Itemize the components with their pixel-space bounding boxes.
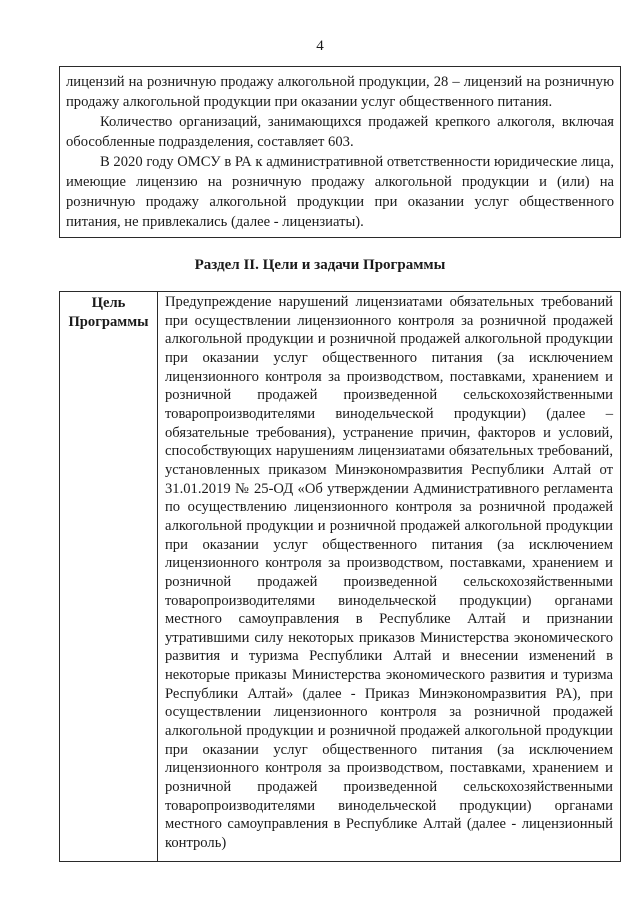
paragraph-organizations-count: Количество организаций, занимающихся продажей крепкого алкоголя, включая обособленные подразделения, составляет 603.: [66, 114, 614, 150]
paragraph-licenses-continuation: лицензий на розничную продажу алкогольной продукции, 28 – лицензий на розничную продажу алкогольной продукции при оказании услуг общественного питания.: [66, 74, 614, 110]
program-goal-table: [59, 291, 621, 862]
paragraph-administrative-responsibility: В 2020 году ОМСУ в РА к административной ответственности юридические лица, имеющие лицензию на розничную продажу алкогольной продукции и (или) на розничную продажу алкогольной продукции при оказании услуг общественного питания, не привлекались (далее - лицензиаты).: [66, 154, 614, 230]
goal-label-line2: Программы: [68, 314, 149, 330]
goal-label-cell: [60, 292, 158, 861]
section-title: Раздел II. Цели и задачи Программы: [194, 257, 446, 273]
page-number: 4: [316, 38, 324, 54]
goal-text-cell: Предупреждение нарушений лицензиатами обязательных требований при осуществлении лицензионного контроля за розничной продажей алкогольной продукции и розничной продажей алкогольной продукции при оказании услуг общественного питания (за исключением лицензионного контроля за производством, поставками, хранением и розничной продажей произведенной сельскохозяйственными товаропроизводителями винодельческой продукции) (далее – обязательные требования), устранение причин, факторов и условий, способствующих нарушениям лицензиатами обязательных требований, установленных приказом Минэкономразвития Республики Алтай от 31.01.2019 № 25-ОД «Об утверждении Административного регламента по осуществлению лицензионного контроля за розничной продажей алкогольной продукции и розничной продажей алкогольной продукции при оказании услуг общественного питания (за исключением лицензионного контроля за производством, поставками, хранением и розничной продажей произведенной сельскохозяйственными товаропроизводителями винодельческой продукции) органами местного самоуправления в Республике Алтай и признании утратившими силу некоторых приказов Министерства экономического развития и туризма Республики Алтай и внесении изменений в некоторые приказы Министерства экономического развития и туризма Республики Алтай» (далее - Приказ Минэкономразвития РА), при осуществлении лицензионного контроля за розничной продажей алкогольной продукции и розничной продажей алкогольной продукции при оказании услуг общественного питания (за исключением лицензионного контроля за производством, поставками, хранением и розничной продажей произведенной сельскохозяйственными товаропроизводителями винодельческой продукции) органами местного самоуправления в Республике Алтай (далее - лицензионный контроль): [165, 294, 613, 852]
goal-label-line1: Цель: [91, 295, 126, 311]
bordered-text-block: [59, 66, 621, 238]
